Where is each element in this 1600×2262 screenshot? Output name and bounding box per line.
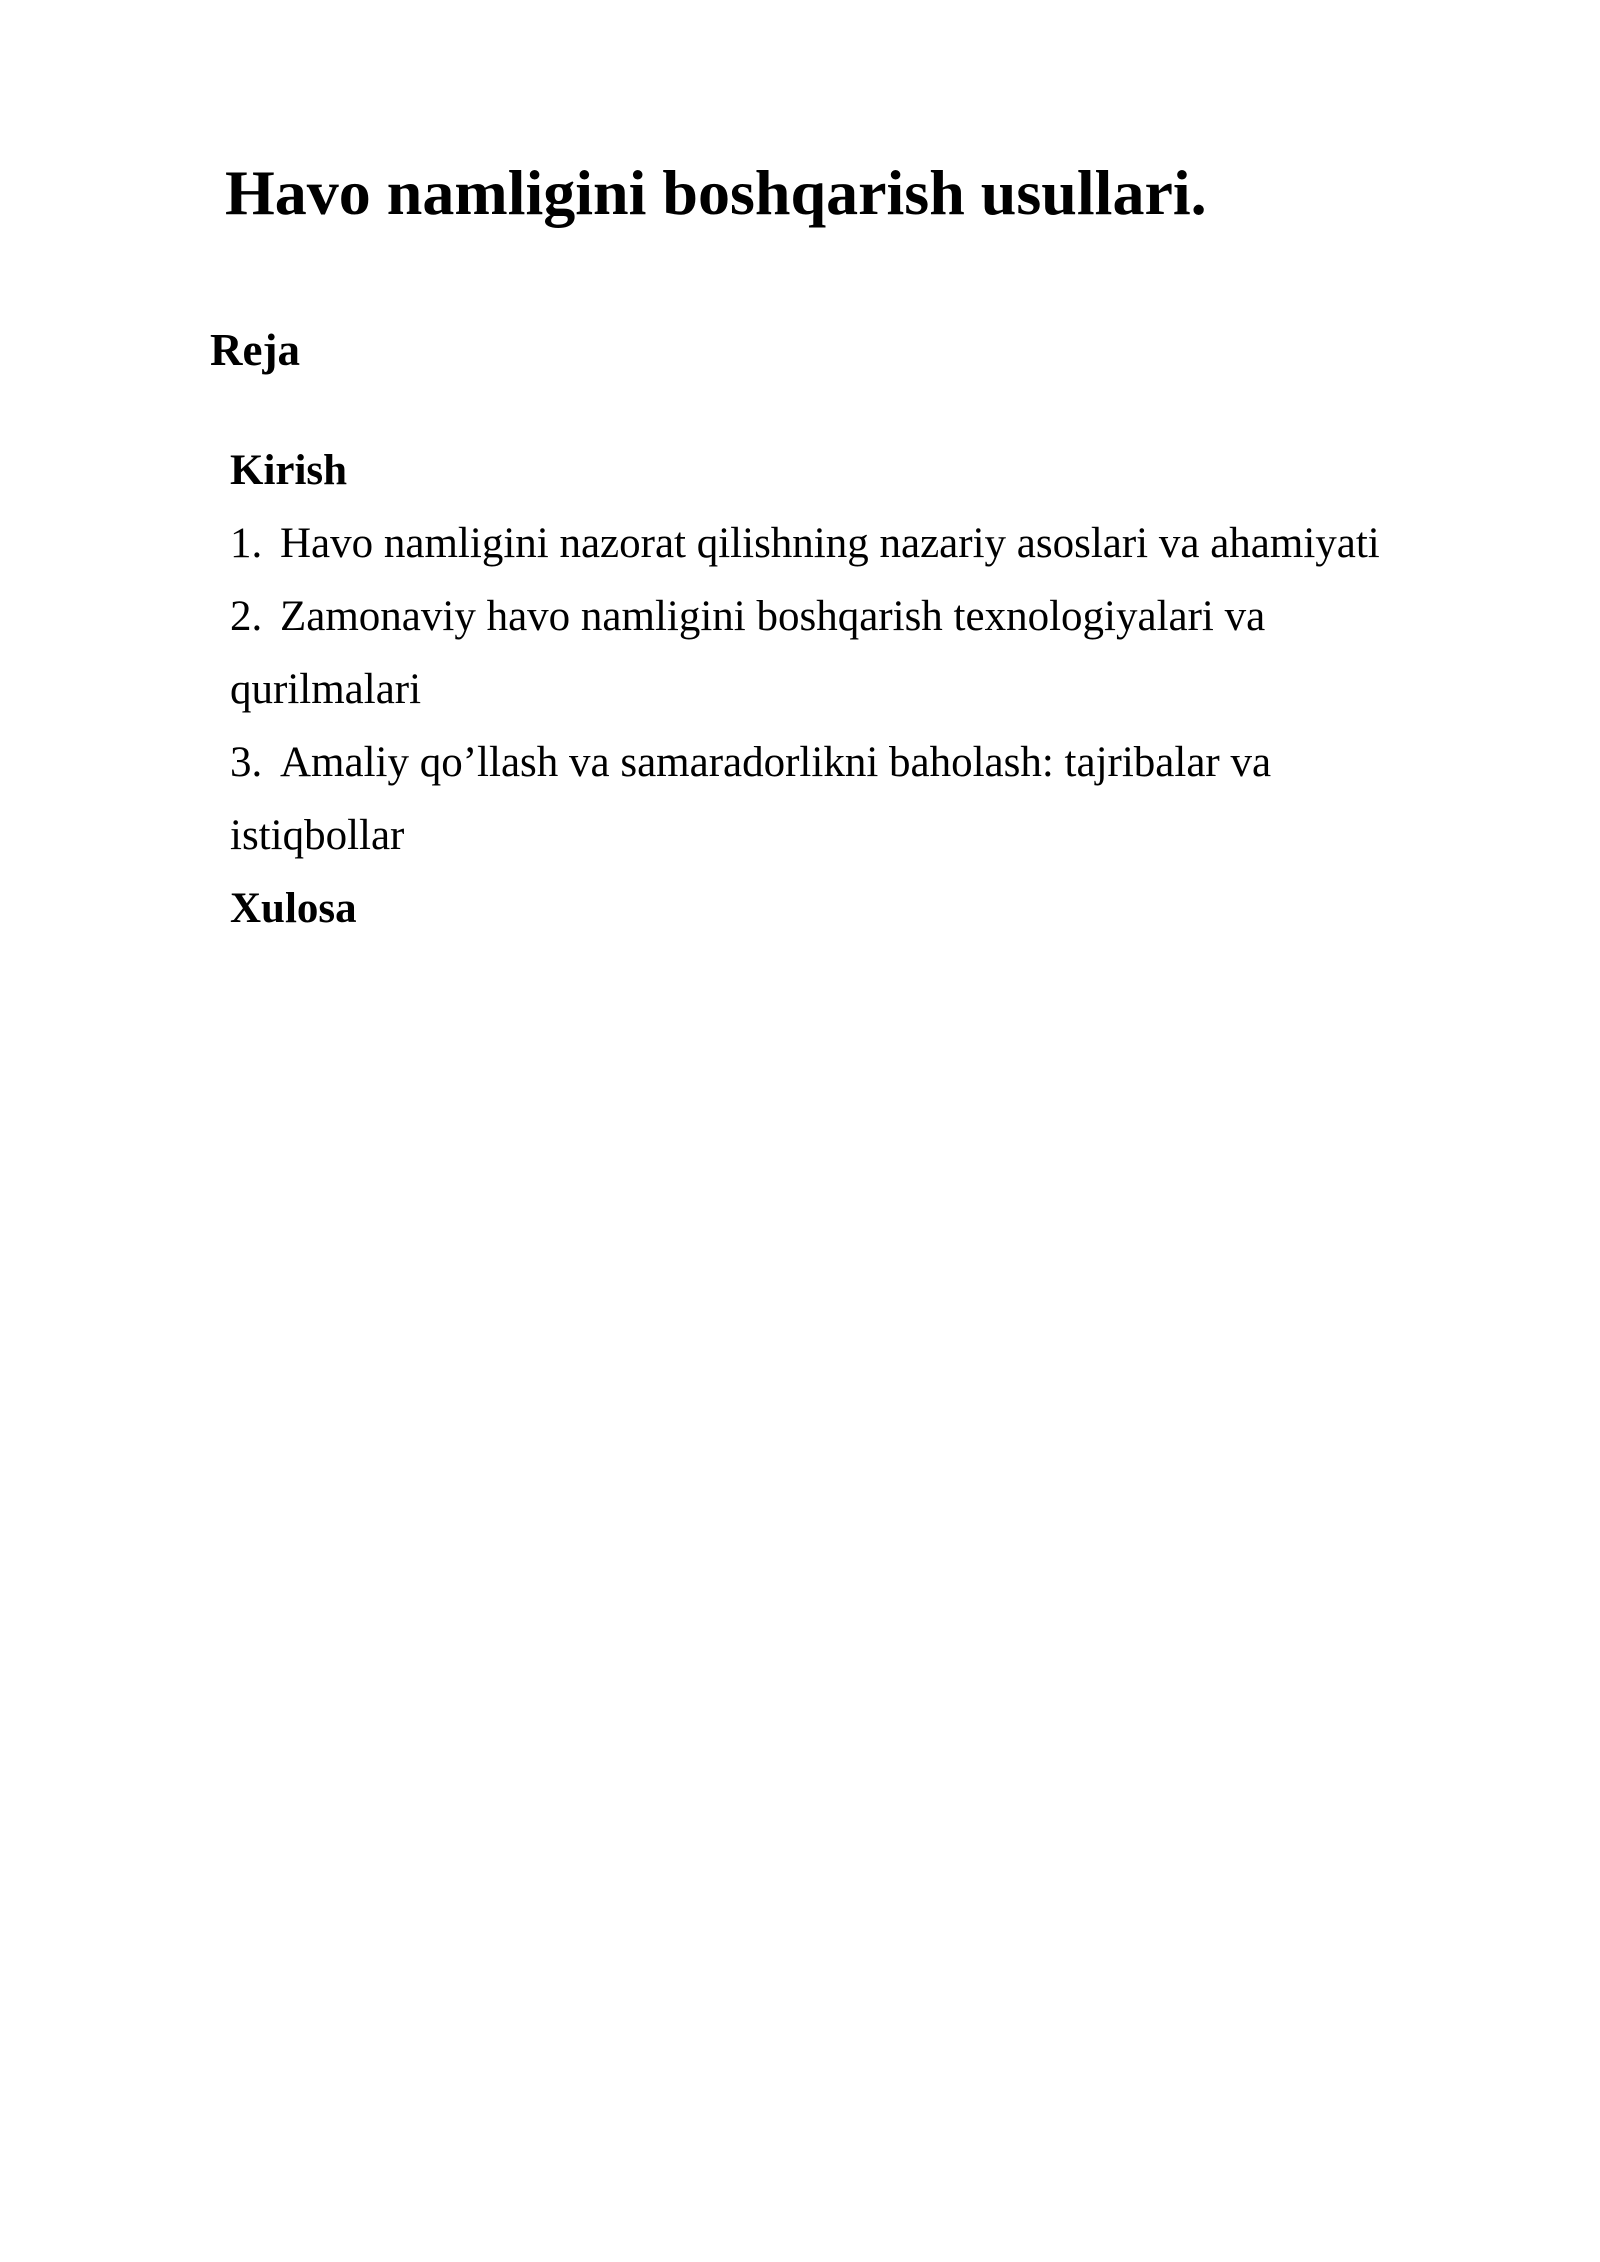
plan-heading: Reja [210, 325, 300, 375]
plan-item-continuation: istiqbollar [230, 812, 405, 859]
plan-item-text: Zamonaviy havo namligini boshqarish texnologiyalari va [280, 593, 1266, 640]
plan-item-text: Havo namligini nazorat qilishning nazariy asoslari va ahamiyati [280, 520, 1380, 567]
plan-item-line [230, 726, 1480, 799]
document-title: Havo namligini boshqarish usullari. [225, 157, 1207, 228]
plan-item-1 [230, 507, 1480, 580]
plan-item-text: Amaliy qo’llash va samaradorlikni baholash: tajribalar va [280, 739, 1272, 786]
plan-item-2 [230, 580, 1480, 726]
plan-item-line [230, 507, 1480, 580]
plan-item-continuation: qurilmalari [230, 666, 422, 713]
plan-conclusion: Xulosa [230, 885, 357, 932]
plan-item-3 [230, 726, 1480, 872]
plan-item-line [230, 580, 1480, 653]
plan-item-number: 3. [230, 739, 263, 786]
plan-item-number: 1. [230, 520, 263, 567]
plan-item-number: 2. [230, 593, 263, 640]
plan-list [230, 434, 1480, 945]
plan-intro: Kirish [230, 447, 348, 494]
